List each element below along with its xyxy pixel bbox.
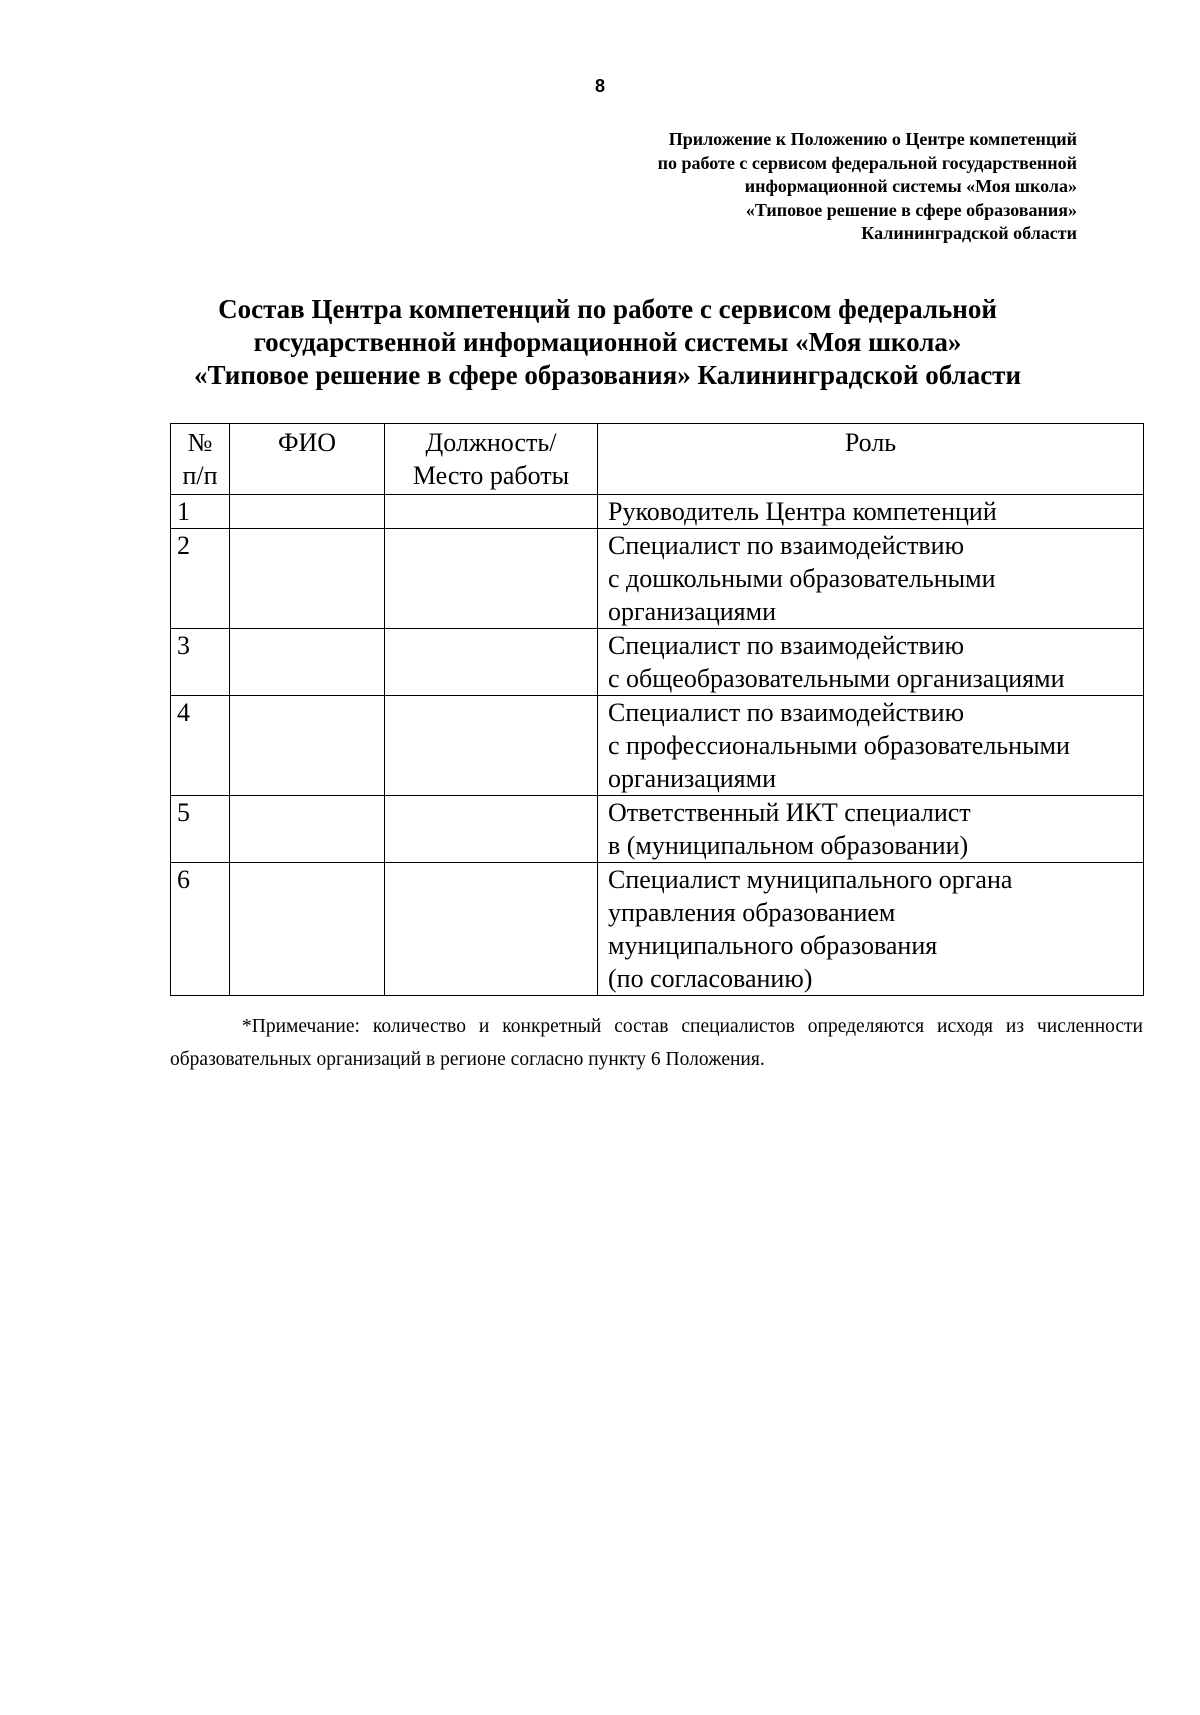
cell-role [598,696,1144,796]
title-line: Состав Центра компетенций по работе с сервисом федеральной [218,294,997,324]
cell-fio [230,796,385,863]
footnote: *Примечание: количество и конкретный состав специалистов определяются исходя из численности образовательных организаций в регионе согласно пункту 6 Положения. [170,1016,1143,1070]
cell-number: 2 [171,529,230,629]
role-line: организациями [608,764,776,793]
table-row [171,629,1144,696]
appendix-line: Приложение к Положению о Центре компетенций [668,129,1077,149]
header-role: Роль [598,424,1144,495]
role-line: с общеобразовательными организациями [608,664,1065,693]
cell-position [385,529,598,629]
role-line: с дошкольными образовательными [608,564,996,593]
header-fio: ФИО [230,424,385,495]
role-line: (по согласованию) [608,964,813,993]
role-line: Специалист по взаимодействию [608,698,965,727]
cell-fio [230,696,385,796]
table-header-row [171,424,1144,495]
page-number: 8 [594,76,605,96]
cell-position [385,495,598,529]
title-line: государственной информационной системы «Моя школа» [253,327,962,357]
role-line: с профессиональными образовательными [608,731,1070,760]
appendix-line: информационной системы «Моя школа» [744,176,1077,196]
appendix-header [658,128,1077,246]
cell-role [598,495,1144,529]
cell-number: 5 [171,796,230,863]
cell-role [598,863,1144,996]
cell-number: 6 [171,863,230,996]
cell-role [598,796,1144,863]
header-position: Должность/ Место работы [385,424,598,495]
cell-number: 4 [171,696,230,796]
cell-position [385,863,598,996]
table-row [171,796,1144,863]
cell-fio [230,629,385,696]
table-body [171,495,1144,996]
document-title [150,293,1065,392]
appendix-line: «Типовое решение в сфере образования» [745,199,1077,220]
table-row [171,696,1144,796]
appendix-line: Калининградской области [861,223,1077,243]
role-line: в (муниципальном образовании) [608,831,969,860]
role-line: муниципального образования [608,931,938,960]
cell-position [385,629,598,696]
table-row [171,495,1144,529]
cell-fio [230,495,385,529]
role-line: Ответственный ИКТ специалист [608,798,971,827]
role-line: организациями [608,597,776,626]
cell-position [385,696,598,796]
cell-number: 1 [171,495,230,529]
role-line: Руководитель Центра компетенций [608,497,997,526]
role-line: Специалист муниципального органа [608,865,1013,894]
role-line: управления образованием [608,898,896,927]
header-number: № п/п [171,424,230,495]
cell-number: 3 [171,629,230,696]
cell-role [598,629,1144,696]
cell-position [385,796,598,863]
title-line: «Типовое решение в сфере образования» Калининградской области [193,360,1022,390]
table-row [171,529,1144,629]
role-line: Специалист по взаимодействию [608,531,965,560]
competence-center-table [170,423,1144,996]
cell-fio [230,529,385,629]
appendix-line: по работе с сервисом федеральной государственной [657,152,1077,173]
cell-fio [230,863,385,996]
role-line: Специалист по взаимодействию [608,631,965,660]
table-row [171,863,1144,996]
cell-role [598,529,1144,629]
